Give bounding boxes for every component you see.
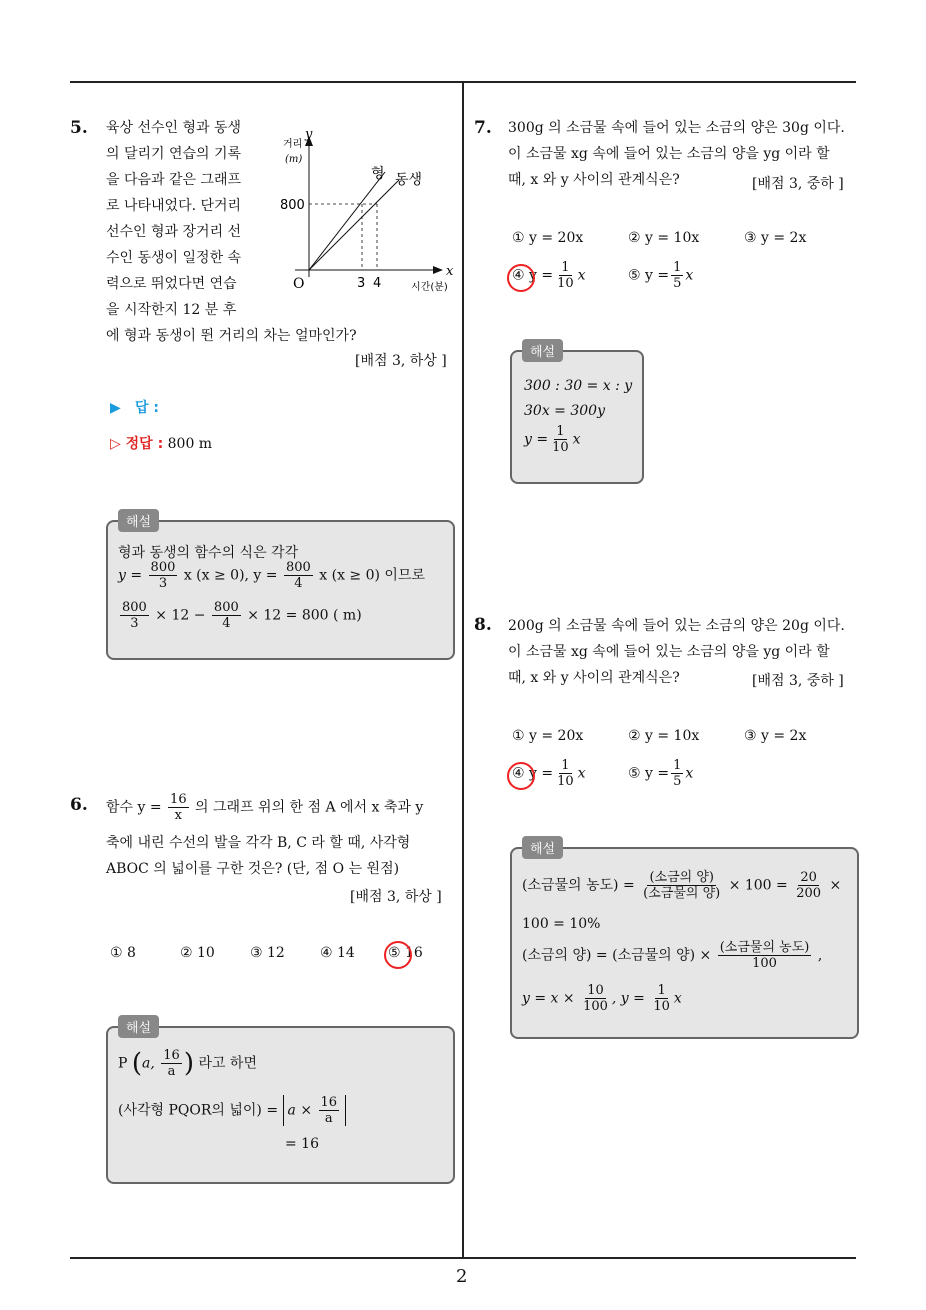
fraction: $\frac{16}{x}$ [170,792,187,823]
q5-line: 로 나타내었다. 단거리 [106,198,242,214]
question-5-text [106,115,276,323]
q7-solution-line3: y = $\frac{1}{10}$ x [524,424,581,455]
q8-choice-5[interactable]: ⑤ y = $\frac{1}{5}$ x [628,758,694,789]
q6-solution-line1: P (a, $\frac{16}{a}$ ) 라고 하면 [118,1048,257,1079]
q7-choice-1[interactable]: ① y = 20x [512,230,584,246]
q6-solution-tag: 해설 [118,1015,159,1038]
question-6-line3: ABOC 의 넓이를 구한 것은? (단, 점 O 는 원점) [106,861,400,877]
question-8-line3: 때, x 와 y 사이의 관계식은? [508,670,680,686]
question-7-line3: 때, x 와 y 사이의 관계식은? [508,172,680,188]
q5-line: 력으로 뛰었다면 연습 [106,276,237,292]
correct-answer-line [110,433,212,453]
q6-selected-circle [384,941,412,969]
q6-solution-line2: (사각형 PQOR의 넓이) = a × $\frac{16}{a}$ [118,1095,346,1126]
distance-time-graph [275,122,460,297]
fraction: $\frac{16}{a}$ [320,1095,338,1126]
q8-solution-line1: (소금물의 농도) = $\frac{\text{(소금의 양)}}{\text{(소금물의 양)}}$ × 100 = $\frac{20}{200}$ × [522,870,842,901]
question-6-number: 6. [70,795,88,815]
x-tick-3: 3 [357,276,366,291]
q6-choice-4[interactable]: ④ 14 [320,945,355,961]
correct-value: 800 m [167,436,213,452]
question-7-line2: 이 소금물 xg 속에 들어 있는 소금의 양을 yg 이라 할 [508,146,830,162]
question-5-number: 5. [70,118,88,138]
column-divider [462,83,464,1258]
question-5-last-line: 에 형과 동생이 뛴 거리의 차는 얼마인가? [106,328,357,344]
question-6-score: [배점 3, 하상 ] [350,889,442,905]
question-8-number: 8. [474,615,492,635]
q5-line: 선수인 형과 장거리 선 [106,224,242,240]
q5-solution-tag: 해설 [118,509,159,532]
q6-choice-5[interactable]: ⑤ 16 [388,945,423,961]
q5-solution-line3: $\frac{800}{3}$ × 12 − $\frac{800}{4}$ × 12 = 800 ( m) [122,600,362,631]
q8-choice-4[interactable]: ④ y = $\frac{1}{10}$ x [512,758,586,789]
q8-solution-line2: 100 = 10% [522,916,601,932]
answer-arrow-icon: ▶ [110,400,131,416]
q7-selected-circle [507,264,535,292]
x-axis-letter: x [446,264,454,279]
fraction: $\frac{800}{3}$ [122,600,147,631]
q7-choices-row1 [512,230,806,246]
question-6-line1: 함수 y = $\frac{16}{x}$ 의 그래프 위의 한 점 A 에서 x 축과 y [106,792,424,823]
q5-line: 수인 동생이 일정한 속 [106,250,242,266]
q7-choice-2[interactable]: ② y = 10x [628,230,700,246]
answer-line [110,397,159,417]
q7-solution-tag: 해설 [522,339,563,362]
q8-solution-line4: y = x × $\frac{10}{100}$ , y = $\frac{1}{10}$ x [522,983,682,1014]
q5-line: 의 달리기 연습의 기록 [106,146,242,162]
question-7-score: [배점 3, 중하 ] [752,176,844,192]
question-5-score: [배점 3, 하상 ] [355,353,447,369]
fraction: $\frac{16}{a}$ [163,1048,180,1079]
q8-choices-row1 [512,728,806,744]
q7-choice-3[interactable]: ③ y = 2x [744,230,807,246]
q8-choice-1[interactable]: ① y = 20x [512,728,584,744]
correct-arrow-icon: ▷ [110,436,126,452]
y-axis-letter: y [305,127,313,142]
younger-line [309,180,399,270]
question-7-number: 7. [474,118,492,138]
y-axis-title-2: (m) [285,154,303,165]
q8-choice-2[interactable]: ② y = 10x [628,728,700,744]
bottom-rule [70,1257,856,1259]
q6-choice-3[interactable]: ③ 12 [250,945,285,961]
question-7-line1: 300g 의 소금물 속에 들어 있는 소금의 양은 30g 이다. [508,120,845,136]
fraction: $\frac{800}{4}$ [285,560,311,591]
q5-line: 을 다음과 같은 그래프 [106,172,242,188]
x-tick-4: 4 [373,276,382,291]
origin-label: O [293,276,305,292]
brother-label: 형 [371,166,385,182]
q6-choice-1[interactable]: ① 8 [110,945,136,961]
q7-choice-5[interactable]: ⑤ y = $\frac{1}{5}$ x [628,260,694,291]
answer-prompt: 답 : [134,400,159,416]
brother-line [309,172,385,270]
page-number: 2 [456,1266,468,1287]
q8-selected-circle [507,762,535,790]
x-axis-arrow [433,266,443,274]
q5-line: 육상 선수인 형과 동생 [106,120,242,136]
question-8-line2: 이 소금물 xg 속에 들어 있는 소금의 양을 yg 이라 할 [508,644,830,660]
q7-choice-4[interactable]: ④ y = $\frac{1}{10}$ x [512,260,586,291]
q6-solution-line3: = 16 [285,1136,319,1152]
younger-label: 동생 [395,172,423,188]
q8-choices-row2 [512,758,693,789]
q8-solution-line3: (소금의 양) = (소금물의 양) × $\frac{\text{(소금물의 농도)}}{100}$ , [522,940,823,971]
q5-solution-line1: 형과 동생의 함수의 식은 각각 [118,545,299,561]
q5-line: 을 시작한지 12 분 후 [106,302,237,318]
question-8-line1: 200g 의 소금물 속에 들어 있는 소금의 양은 20g 이다. [508,618,845,634]
question-6-line2: 축에 내린 수선의 발을 각각 B, C 라 할 때, 사각형 [106,835,411,851]
q7-solution-line1: 300 : 30 = x : y [524,378,633,394]
y-axis-title-1: 거리 [283,139,303,150]
q6-choice-2[interactable]: ② 10 [180,945,215,961]
q7-solution-line2: 30x = 300y [524,403,605,419]
x-axis-title: 시간(분) [411,282,448,293]
fraction: $\frac{800}{4}$ [213,600,239,631]
fraction: $\frac{800}{3}$ [150,560,176,591]
q8-solution-tag: 해설 [522,836,563,859]
q6-choices [110,945,423,961]
y-tick-800: 800 [280,198,305,213]
correct-label: 정답 : [125,436,164,452]
q5-solution-line2: y = $\frac{800}{3}$ x (x ≥ 0), y = $\frac{800}{4}$ x (x ≥ 0) 이므로 [118,560,425,591]
q8-choice-3[interactable]: ③ y = 2x [744,728,807,744]
question-8-score: [배점 3, 중하 ] [752,673,844,689]
q7-choices-row2 [512,260,693,291]
